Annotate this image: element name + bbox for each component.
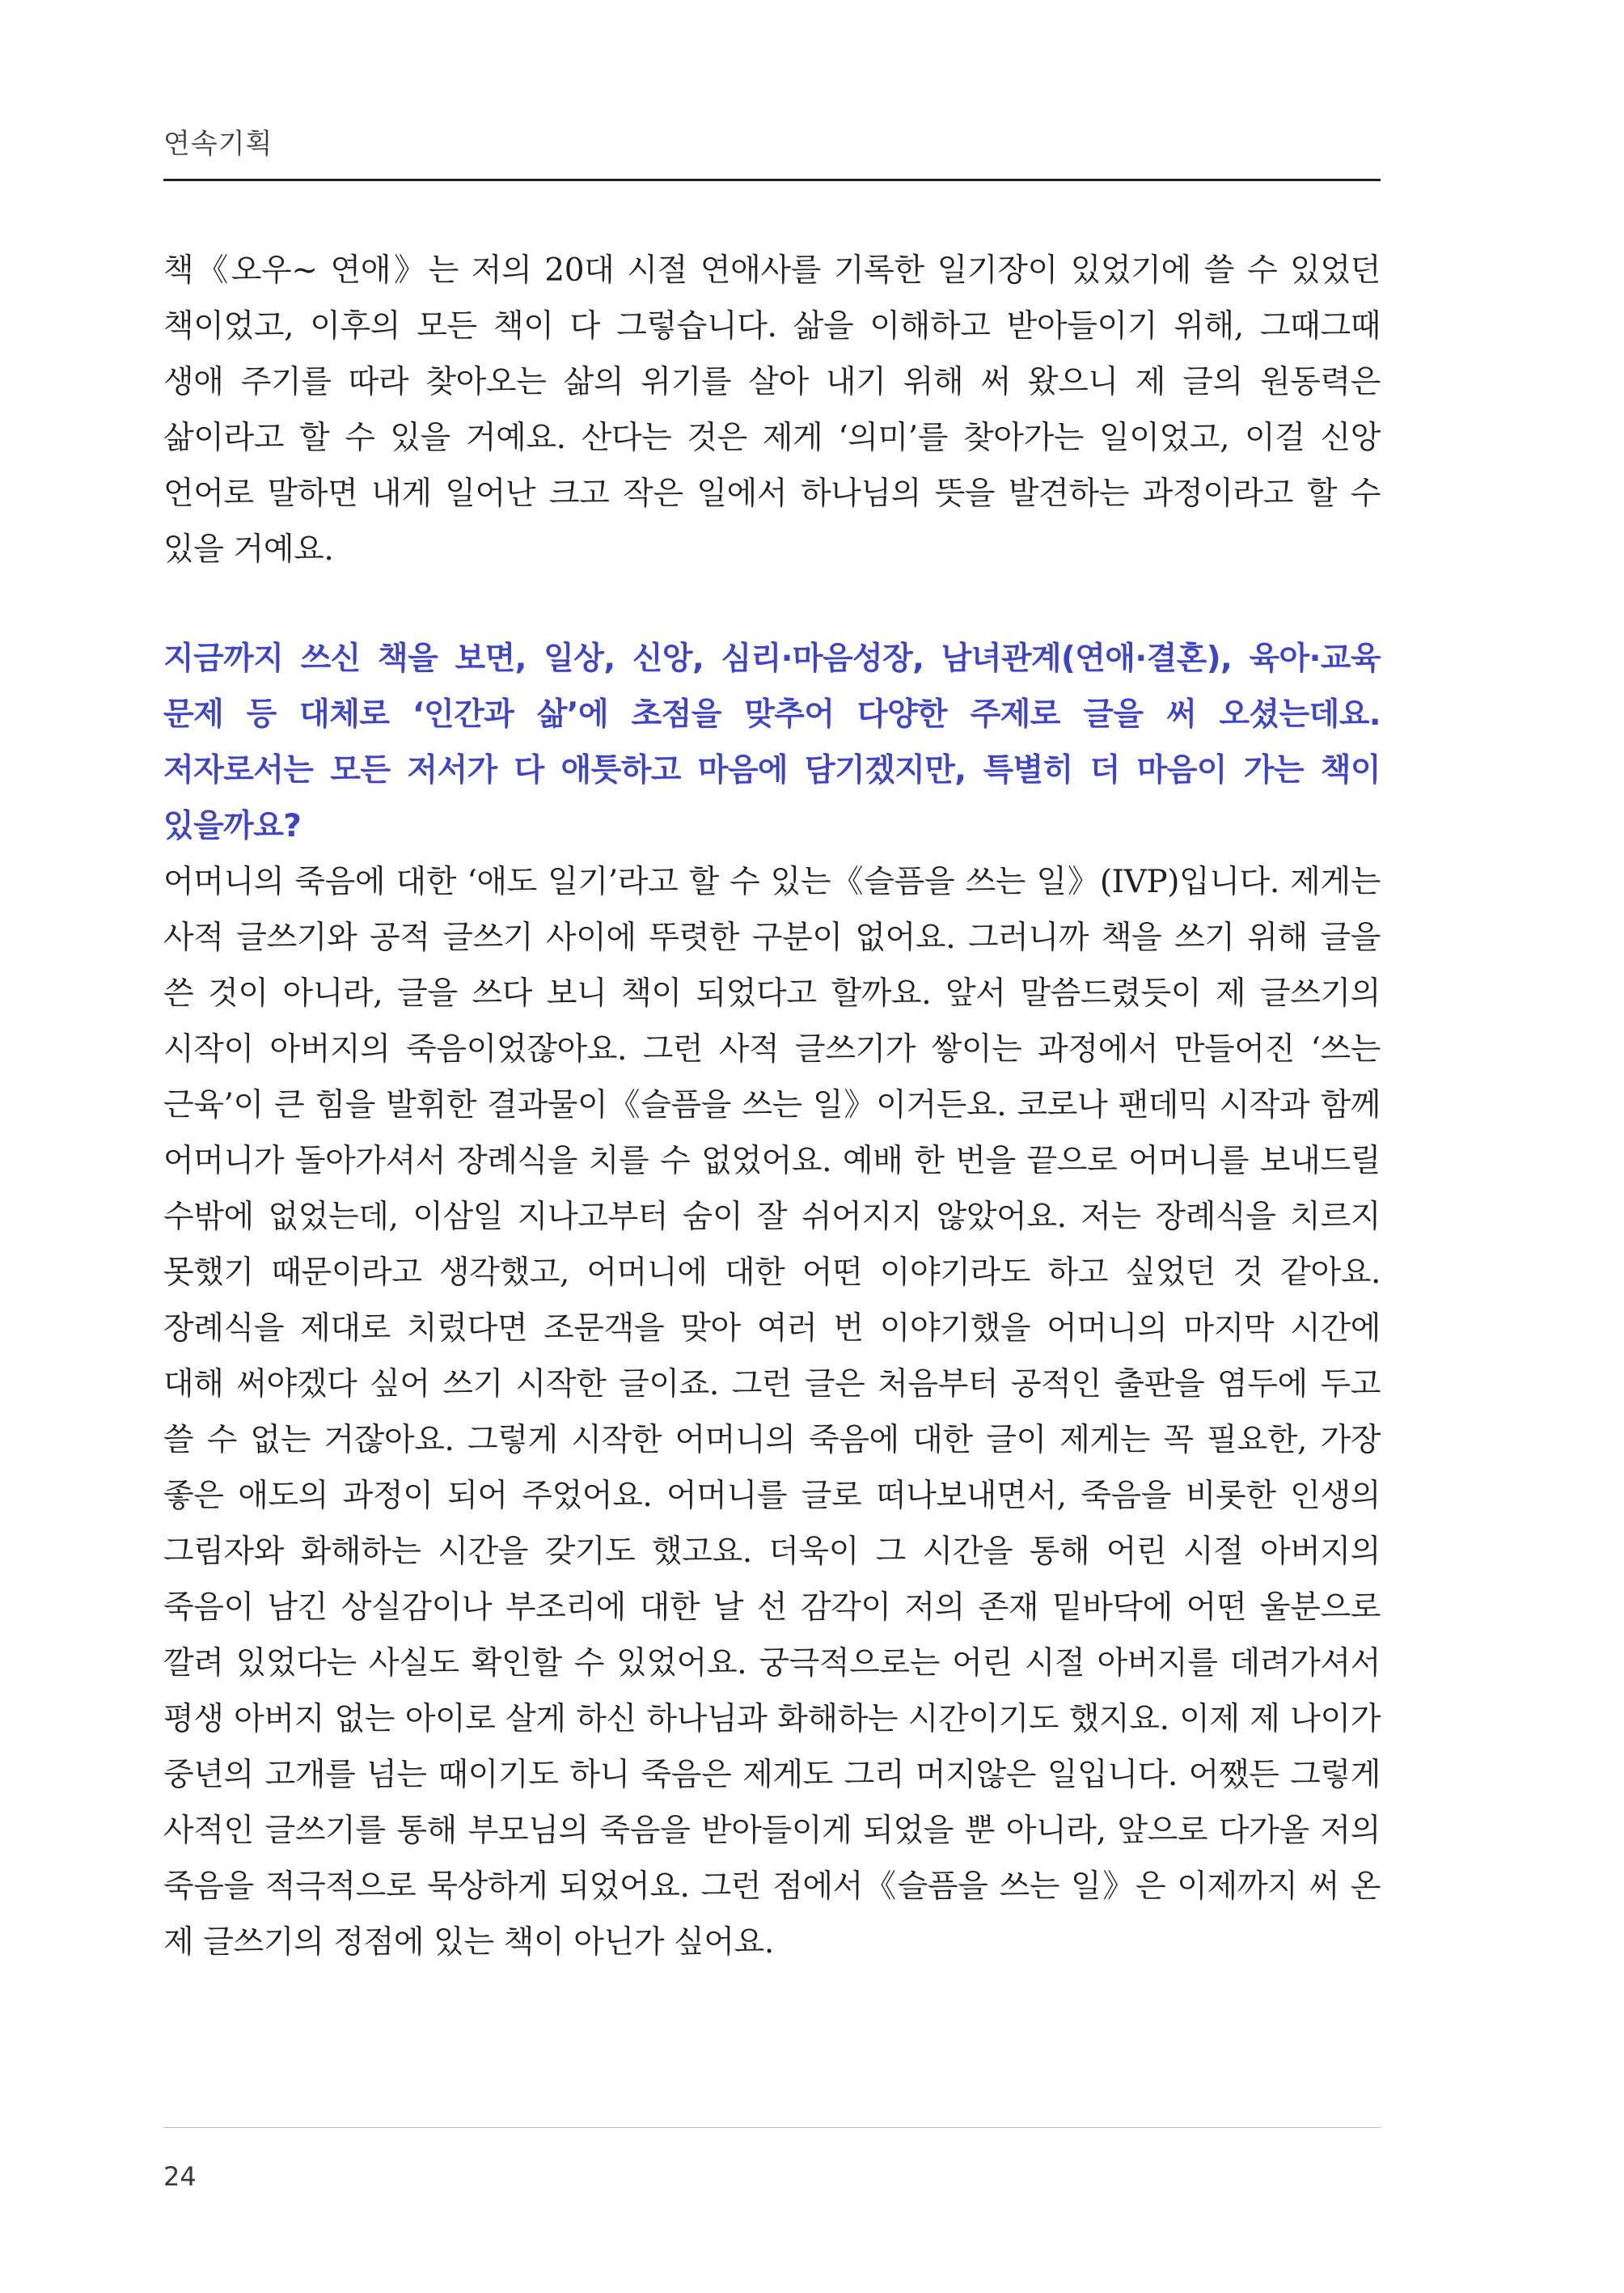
article-body bbox=[163, 243, 1381, 1970]
page-number: 24 bbox=[163, 2161, 197, 2192]
interview-question: 지금까지 쓰신 책을 보면, 일상, 신앙, 심리·마음성장, 남녀관계(연애·결혼), 육아·교육 문제 등 대체로 ‘인간과 삶’에 초점을 맞추어 다양한 주제로 글을 써 오셨는데요. 저자로서는 모든 저서가 다 애틋하고 마음에 담기겠지만, 특별히 더 마음이 가는 책이 있을까요? bbox=[163, 641, 1381, 844]
answer-paragraph: 어머니의 죽음에 대한 ‘애도 일기’라고 할 수 있는《슬픔을 쓰는 일》(IVP)입니다. 제게는 사적 글쓰기와 공적 글쓰기 사이에 뚜렷한 구분이 없어요. 그러니까 책을 쓰기 위해 글을 쓴 것이 아니라, 글을 쓰다 보니 책이 되었다고 할까요. 앞서 말씀드렸듯이 제 글쓰기의 시작이 아버지의 죽음이었잖아요. 그런 사적 글쓰기가 쌓이는 과정에서 만들어진 ‘쓰는 근육’이 큰 힘을 발휘한 결과물이《슬픔을 쓰는 일》이거든요. 코로나 팬데믹 시작과 함께 어머니가 돌아가셔서 장례식을 치를 수 없었어요. 예배 한 번을 끝으로 어머니를 보내드릴 수밖에 없었는데, 이삼일 지나고부터 숨이 잘 쉬어지지 않았어요. 저는 장례식을 치르지 못했기 때문이라고 생각했고, 어머니에 대한 어떤 이야기라도 하고 싶었던 것 같아요. 장례식을 제대로 치렀다면 조문객을 맞아 여러 번 이야기했을 어머니의 마지막 시간에 대해 써야겠다 싶어 쓰기 시작한 글이죠. 그런 글은 처음부터 공적인 출판을 염두에 두고 쓸 수 없는 거잖아요. 그렇게 시작한 어머니의 죽음에 대한 글이 제게는 꼭 필요한, 가장 좋은 애도의 과정이 되어 주었어요. 어머니를 글로 떠나보내면서, 죽음을 비롯한 인생의 그림자와 화해하는 시간을 갖기도 했고요. 더욱이 그 시간을 통해 어린 시절 아버지의 죽음이 남긴 상실감이나 부조리에 대한 날 선 감각이 저의 존재 밑바닥에 어떤 울분으로 깔려 있었다는 사실도 확인할 수 있었어요. 궁극적으로는 어린 시절 아버지를 데려가셔서 평생 아버지 없는 아이로 살게 하신 하나님과 화해하는 시간이기도 했지요. 이제 제 나이가 중년의 고개를 넘는 때이기도 하니 죽음은 제게도 그리 머지않은 일입니다. 어쨌든 그렇게 사적인 글쓰기를 통해 부모님의 죽음을 받아들이게 되었을 뿐 아니라, 앞으로 다가올 저의 죽음을 적극적으로 묵상하게 되었어요. 그런 점에서《슬픔을 쓰는 일》은 이제까지 써 온 제 글쓰기의 정점에 있는 책이 아닌가 싶어요. bbox=[163, 864, 1381, 1961]
intro-paragraph: 책《오우~ 연애》는 저의 20대 시절 연애사를 기록한 일기장이 있었기에 쓸 수 있었던 책이었고, 이후의 모든 책이 다 그렇습니다. 삶을 이해하고 받아들이기 위해, 그때그때 생애 주기를 따라 찾아오는 삶의 위기를 살아 내기 위해 써 왔으니 제 글의 원동력은 삶이라고 할 수 있을 거예요. 산다는 것은 제게 ‘의미’를 찾아가는 일이었고, 이걸 신앙 언어로 말하면 내게 일어난 크고 작은 일에서 하나님의 뜻을 발견하는 과정이라고 할 수 있을 거예요. bbox=[163, 252, 1381, 568]
header-divider bbox=[163, 179, 1381, 181]
running-header-section-title: 연속기획 bbox=[163, 128, 273, 160]
footer-divider bbox=[163, 2127, 1381, 2128]
